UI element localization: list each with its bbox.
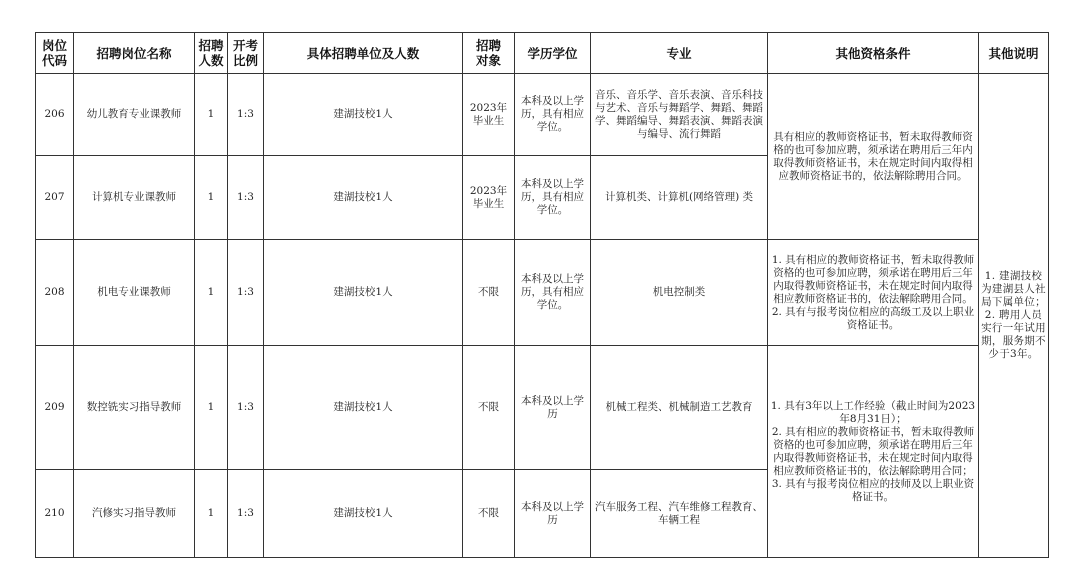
cell-major: 机械工程类、机械制造工艺教育 bbox=[591, 346, 768, 470]
cell-target: 2023年毕业生 bbox=[463, 156, 515, 240]
cell-unit: 建湖技校1人 bbox=[264, 240, 463, 346]
cell-education: 本科及以上学历，具有相应学位。 bbox=[515, 156, 591, 240]
cell-position: 幼儿教育专业课教师 bbox=[74, 74, 195, 156]
header-education: 学历学位 bbox=[515, 33, 591, 74]
cell-target: 不限 bbox=[463, 346, 515, 470]
cell-count: 1 bbox=[195, 74, 228, 156]
cell-code: 206 bbox=[36, 74, 74, 156]
cell-conditions: 1. 具有相应的教师资格证书，暂未取得教师资格的也可参加应聘，须承诺在聘用后三年内取得教师资格证书，未在规定时间内取得相应教师资格证书的，依法解除聘用合同。 2. 具有与报考岗位相应的高级工及以上职业资格证书。 bbox=[768, 240, 979, 346]
cell-position: 计算机专业课教师 bbox=[74, 156, 195, 240]
cell-other-notes: 1. 建湖技校为建湖县人社局下属单位； 2. 聘用人员实行一年试用期，服务期不少于3年。 bbox=[979, 74, 1049, 558]
cell-unit: 建湖技校1人 bbox=[264, 470, 463, 558]
header-count: 招聘 人数 bbox=[195, 33, 228, 74]
cell-count: 1 bbox=[195, 470, 228, 558]
cell-education: 本科及以上学历 bbox=[515, 346, 591, 470]
header-row bbox=[36, 33, 1049, 74]
table-row bbox=[36, 346, 1049, 470]
cell-target: 不限 bbox=[463, 240, 515, 346]
table-row bbox=[36, 240, 1049, 346]
header-notes: 其他说明 bbox=[979, 33, 1049, 74]
cell-education: 本科及以上学历，具有相应学位。 bbox=[515, 240, 591, 346]
cell-code: 209 bbox=[36, 346, 74, 470]
cell-unit: 建湖技校1人 bbox=[264, 346, 463, 470]
header-position: 招聘岗位名称 bbox=[74, 33, 195, 74]
cell-count: 1 bbox=[195, 156, 228, 240]
cell-education: 本科及以上学历 bbox=[515, 470, 591, 558]
header-ratio: 开考 比例 bbox=[228, 33, 264, 74]
cell-position: 汽修实习指导教师 bbox=[74, 470, 195, 558]
recruitment-table bbox=[35, 32, 1049, 558]
cell-unit: 建湖技校1人 bbox=[264, 74, 463, 156]
cell-education: 本科及以上学历，具有相应学位。 bbox=[515, 74, 591, 156]
header-code: 岗位 代码 bbox=[36, 33, 74, 74]
cell-target: 不限 bbox=[463, 470, 515, 558]
header-major: 专业 bbox=[591, 33, 768, 74]
cell-position: 机电专业课教师 bbox=[74, 240, 195, 346]
cell-unit: 建湖技校1人 bbox=[264, 156, 463, 240]
table-row bbox=[36, 74, 1049, 156]
cell-code: 208 bbox=[36, 240, 74, 346]
cell-conditions: 具有相应的教师资格证书，暂未取得教师资格的也可参加应聘，须承诺在聘用后三年内取得教师资格证书，未在规定时间内取得相应教师资格证书的，依法解除聘用合同。 bbox=[768, 74, 979, 240]
cell-target: 2023年毕业生 bbox=[463, 74, 515, 156]
cell-ratio: 1:3 bbox=[228, 470, 264, 558]
cell-ratio: 1:3 bbox=[228, 346, 264, 470]
cell-ratio: 1:3 bbox=[228, 240, 264, 346]
cell-major: 汽车服务工程、汽车维修工程教育、车辆工程 bbox=[591, 470, 768, 558]
cell-code: 210 bbox=[36, 470, 74, 558]
cell-conditions: 1. 具有3年以上工作经验（截止时间为2023年8月31日）； 2. 具有相应的教师资格证书，暂未取得教师资格的也可参加应聘，须承诺在聘用后三年内取得教师资格证书，未在规定时间内取得相应教师资格证书的，依法解除聘用合同； 3. 具有与报考岗位相应的技师及以上职业资格证书。 bbox=[768, 346, 979, 558]
cell-count: 1 bbox=[195, 346, 228, 470]
cell-ratio: 1:3 bbox=[228, 74, 264, 156]
cell-position: 数控铣实习指导教师 bbox=[74, 346, 195, 470]
cell-ratio: 1:3 bbox=[228, 156, 264, 240]
header-conditions: 其他资格条件 bbox=[768, 33, 979, 74]
cell-major: 计算机类、计算机(网络管理) 类 bbox=[591, 156, 768, 240]
header-target: 招聘 对象 bbox=[463, 33, 515, 74]
cell-major: 音乐、音乐学、音乐表演、音乐科技与艺术、音乐与舞蹈学、舞蹈、舞蹈学、舞蹈编导、舞蹈表演、舞蹈表演与编导、流行舞蹈 bbox=[591, 74, 768, 156]
cell-count: 1 bbox=[195, 240, 228, 346]
cell-code: 207 bbox=[36, 156, 74, 240]
header-unit: 具体招聘单位及人数 bbox=[264, 33, 463, 74]
cell-major: 机电控制类 bbox=[591, 240, 768, 346]
